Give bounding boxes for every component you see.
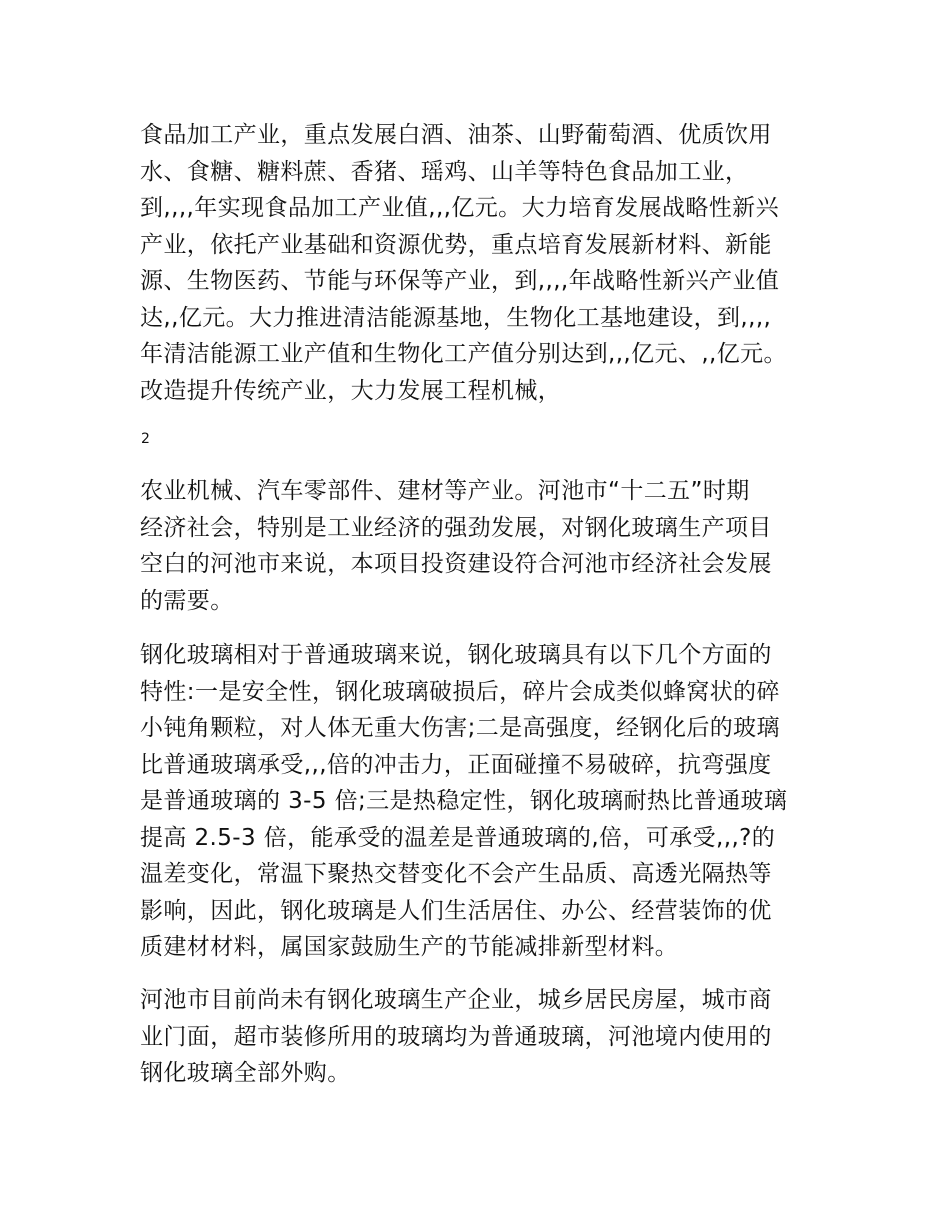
text-line: 是普通玻璃的 3-5 倍;三是热稳定性，钢化玻璃耐热比普通玻璃 bbox=[140, 788, 788, 814]
text-line: 特性:一是安全性，钢化玻璃破损后，碎片会成类似蜂窝状的碎 bbox=[140, 678, 780, 705]
text-line: 影响，因此，钢化玻璃是人们生活居住、办公、经营装饰的优 bbox=[140, 897, 772, 924]
text-line: 提高 2.5-3 倍，能承受的温差是普通玻璃的,倍，可承受,,,?的 bbox=[140, 824, 776, 851]
text-line: 产业，依托产业基础和资源优势，重点培育发展新材料、新能 bbox=[140, 231, 772, 258]
text-line: 小钝角颗粒，对人体无重大伤害;二是高强度，经钢化后的玻璃 bbox=[140, 715, 780, 741]
text-line: 空白的河池市来说，本项目投资建设符合河池市经济社会发展 bbox=[140, 551, 772, 577]
text-line: 质建材材料，属国家鼓励生产的节能减排新型材料。 bbox=[140, 934, 679, 960]
text-line: 经济社会，特别是工业经济的强劲发展，对钢化玻璃生产项目 bbox=[140, 514, 772, 541]
text-line: 食品加工产业，重点发展白酒、油茶、山野葡萄酒、优质饮用 bbox=[140, 122, 772, 148]
text-line: 农业机械、汽车零部件、建材等产业。河池市“十二五”时期 bbox=[140, 478, 750, 504]
text-line: 钢化玻璃相对于普通玻璃来说，钢化玻璃具有以下几个方面的 bbox=[140, 642, 772, 668]
text-line: 的需要。 bbox=[140, 587, 234, 614]
page-number: 2 bbox=[141, 431, 150, 447]
text-line: 源、生物医药、节能与环保等产业，到,,,,年战略性新兴产业值 bbox=[140, 268, 780, 294]
text-line: 改造提升传统产业，大力发展工程机械， bbox=[140, 377, 562, 404]
text-line: 温差变化，常温下聚热交替变化不会产生品质、高透光隔热等 bbox=[140, 861, 772, 887]
paragraph-economic-development bbox=[140, 473, 840, 619]
paragraph-food-industry bbox=[140, 117, 840, 409]
text-line: 钢化玻璃全部外购。 bbox=[140, 1060, 351, 1086]
paragraph-local-market bbox=[140, 982, 840, 1092]
text-line: 年清洁能源工业产值和生物化工产值分别达到,,,亿元、,,亿元。 bbox=[140, 341, 787, 367]
text-line: 达,,亿元。大力推进清洁能源基地，生物化工基地建设，到,,,, bbox=[140, 304, 772, 331]
text-line: 河池市目前尚未有钢化玻璃生产企业，城乡居民房屋，城市商 bbox=[140, 987, 772, 1013]
text-line: 到,,,,年实现食品加工产业值,,,亿元。大力培育发展战略性新兴 bbox=[140, 195, 779, 221]
paragraph-tempered-glass-properties bbox=[140, 637, 840, 966]
text-line: 比普通玻璃承受,,,倍的冲击力，正面碰撞不易破碎，抗弯强度 bbox=[140, 751, 772, 778]
text-line: 业门面，超市装修所用的玻璃均为普通玻璃，河池境内使用的 bbox=[140, 1023, 772, 1050]
text-line: 水、食糖、糖料蔗、香猪、瑶鸡、山羊等特色食品加工业， bbox=[140, 158, 749, 185]
